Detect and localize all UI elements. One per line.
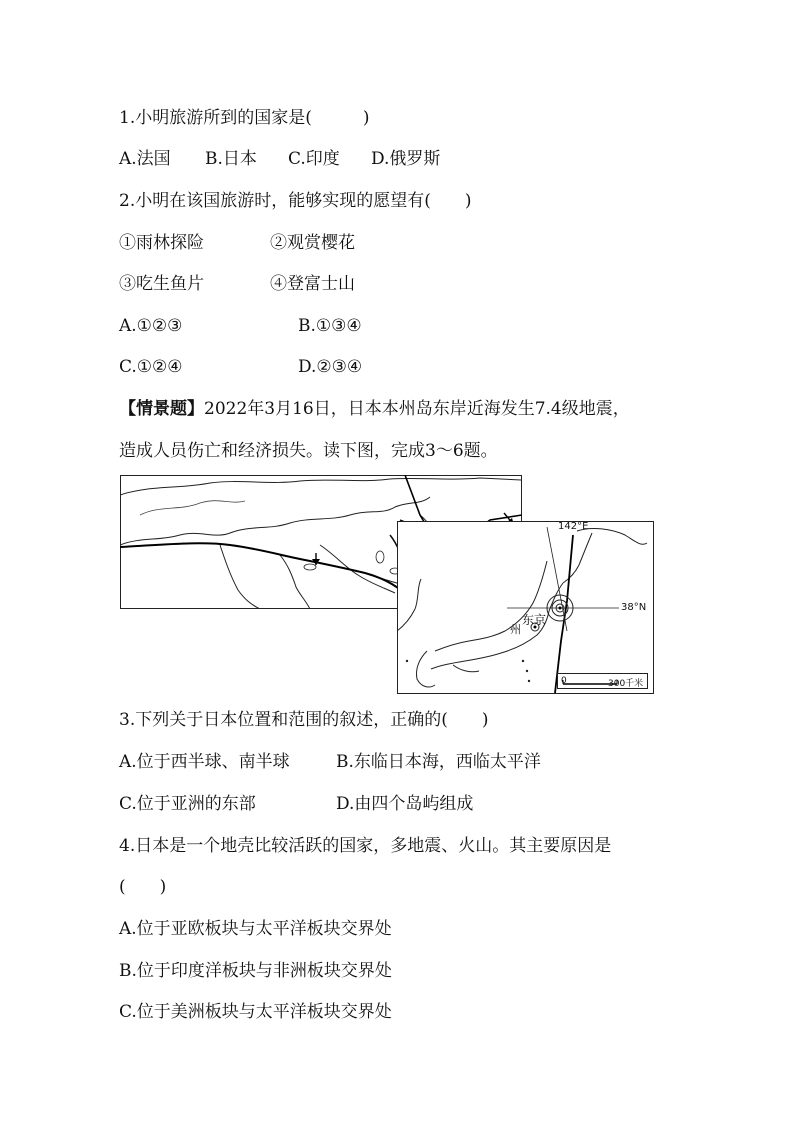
q2-option-d: D.②③④ bbox=[298, 357, 363, 377]
q2-stem: 2.小明在该国旅游时，能够实现的愿望有( ) bbox=[119, 191, 472, 211]
q3-option-c: C.位于亚洲的东部 bbox=[119, 794, 256, 814]
scenario-line-2: 造成人员伤亡和经济损失。读下图，完成3～6题。 bbox=[119, 441, 498, 461]
honshu-label: 州 bbox=[510, 623, 521, 636]
q4-option-c: C.位于美洲板块与太平洋板块交界处 bbox=[119, 1002, 392, 1022]
q2-option-a: A.①②③ bbox=[119, 316, 183, 336]
q1-option-a: A.法国 bbox=[119, 149, 171, 169]
q2-item-1: ①雨林探险 bbox=[119, 233, 204, 253]
q2-option-c: C.①②④ bbox=[119, 357, 183, 377]
q2-item-2: ②观赏樱花 bbox=[270, 233, 355, 253]
scenario-line-1 bbox=[119, 398, 630, 420]
scale-label: 300千米 bbox=[608, 679, 644, 689]
longitude-label: 142°E bbox=[558, 521, 589, 532]
japan-detail-map bbox=[397, 521, 654, 694]
q2-option-b: B.①③④ bbox=[298, 316, 362, 336]
q3-stem: 3.下列关于日本位置和范围的叙述，正确的( ) bbox=[119, 710, 489, 730]
q2-item-4: ④登富士山 bbox=[270, 274, 355, 294]
q1-stem: 1.小明旅游所到的国家是( ) bbox=[119, 108, 370, 128]
q4-option-a: A.位于亚欧板块与太平洋板块交界处 bbox=[119, 919, 392, 939]
q1-option-c: C.印度 bbox=[288, 149, 340, 169]
q4-option-b: B.位于印度洋板块与非洲板块交界处 bbox=[119, 961, 392, 981]
latitude-label: 38°N bbox=[621, 602, 647, 613]
q4-stem: 4.日本是一个地壳比较活跃的国家，多地震、火山。其主要原因是 bbox=[119, 836, 612, 856]
q4-paren: ( ) bbox=[119, 877, 167, 897]
q3-option-b: B.东临日本海，西临太平洋 bbox=[336, 752, 541, 772]
scenario-text: 2022年3月16日，日本本州岛东岸近海发生7.4级地震， bbox=[204, 399, 630, 419]
q1-option-d: D.俄罗斯 bbox=[371, 149, 441, 169]
q2-item-3: ③吃生鱼片 bbox=[119, 274, 204, 294]
tokyo-label: 东京 bbox=[522, 613, 547, 627]
scenario-tag: 【情景题】 bbox=[119, 399, 204, 419]
q1-option-b: B.日本 bbox=[205, 149, 257, 169]
scale-zero: 0 bbox=[561, 676, 567, 686]
q3-option-a: A.位于西半球、南半球 bbox=[119, 752, 290, 772]
q3-option-d: D.由四个岛屿组成 bbox=[336, 794, 474, 814]
